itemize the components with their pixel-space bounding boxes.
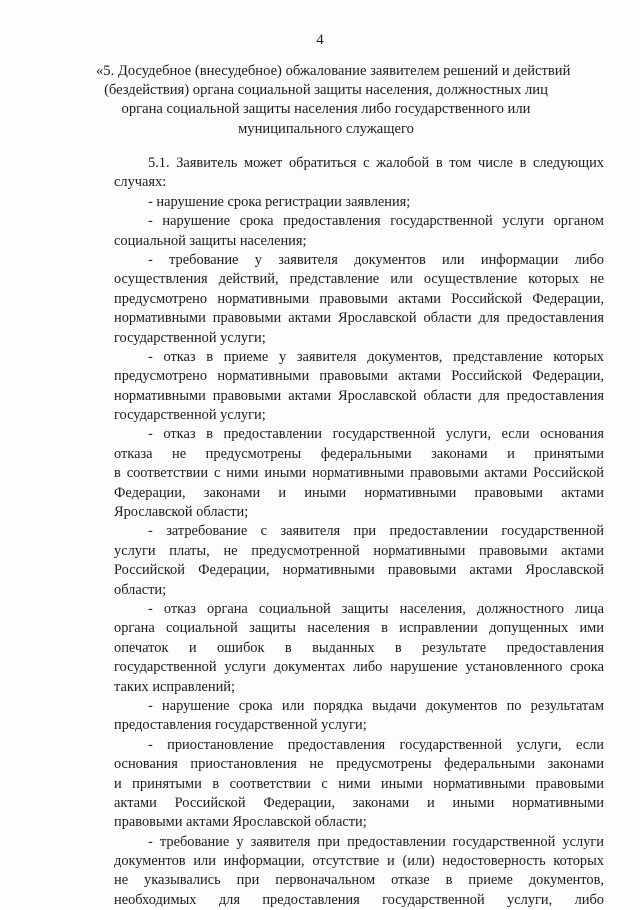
list-item-line: Федерации, законами и иными нормативными правовыми актами bbox=[114, 484, 604, 501]
list-item-line: осуществления действий, представление или осуществление которых не bbox=[114, 271, 604, 288]
list-item-line: - нарушение срока или порядка выдачи документов по результатам bbox=[148, 697, 604, 714]
heading-line: муниципального служащего bbox=[238, 120, 414, 137]
paragraph-line: 5.1. Заявитель может обратиться с жалобой в том числе в следующих bbox=[148, 155, 604, 171]
list-item-line: необходимых для предоставления государственной услуги, либо bbox=[114, 891, 604, 908]
list-item-line: отказа не предусмотрены федеральными законами и принятыми bbox=[114, 445, 604, 462]
list-item-line: в соответствии с ними иными нормативными правовыми актами Российской bbox=[114, 465, 604, 482]
list-item-line: - нарушение срока регистрации заявления; bbox=[148, 193, 411, 210]
heading-line: (бездействия) органа социальной защиты населения, должностных лиц bbox=[104, 82, 548, 99]
list-item-line: государственной услуги; bbox=[114, 407, 266, 424]
heading-line: органа социальной защиты населения либо государственного или bbox=[121, 101, 531, 118]
list-item-line: - отказ органа социальной защиты населения, должностного лица bbox=[148, 600, 604, 617]
list-item-line: - затребование с заявителя при предоставлении государственной bbox=[148, 523, 604, 540]
list-item-line: - нарушение срока предоставления государственной услуги органом bbox=[148, 213, 604, 230]
list-item-line: предусмотрено нормативными правовыми актами Российской Федерации, bbox=[114, 368, 604, 385]
list-item-line: актами Российской Федерации, законами и иными нормативными bbox=[114, 794, 604, 811]
list-item-line: - отказ в предоставлении государственной услуги, если основания bbox=[148, 426, 604, 443]
list-item-line: и принятыми в соответствии с ними иными нормативными правовыми bbox=[114, 775, 604, 792]
list-item-line: - требование у заявителя при предоставлении государственной услуги bbox=[148, 833, 604, 850]
list-item-line: основания приостановления не предусмотрены федеральными законами bbox=[114, 756, 604, 773]
list-item-line: Российской Федерации, нормативными правовыми актами Ярославской bbox=[114, 562, 604, 579]
paragraph-line: случаях: bbox=[114, 174, 167, 191]
list-item-line: государственной услуги; bbox=[114, 329, 266, 346]
list-item-line: правовыми актами Ярославской области; bbox=[114, 814, 367, 831]
list-item-line: не указывались при первоначальном отказе в приеме документов, bbox=[114, 872, 604, 889]
list-item-line: нормативными правовыми актами Ярославской области для предоставления bbox=[114, 310, 604, 327]
list-item-line: Ярославской области; bbox=[114, 504, 249, 521]
list-item-line: нормативными правовыми актами Ярославской области для предоставления bbox=[114, 387, 604, 404]
section-heading bbox=[96, 62, 571, 139]
page-number: 4 bbox=[316, 32, 324, 48]
list-item-line: органа социальной защиты населения в исправлении допущенных ими bbox=[114, 620, 604, 637]
body-text bbox=[114, 154, 604, 910]
list-item-line: социальной защиты населения; bbox=[114, 232, 307, 249]
list-item-line: - приостановление предоставления государственной услуги, если bbox=[148, 736, 604, 753]
list-item-line: документов или информации, отсутствие и (или) недостоверность которых bbox=[114, 853, 604, 870]
list-item-line: таких исправлений; bbox=[114, 678, 235, 695]
list-item-line: - отказ в приеме у заявителя документов, представление которых bbox=[148, 348, 604, 365]
list-item-line: государственной услуги документах либо нарушение установленного срока bbox=[114, 659, 604, 676]
list-item-line: предоставления государственной услуги; bbox=[114, 717, 367, 734]
list-item-line: - требование у заявителя документов или информации либо bbox=[148, 251, 604, 268]
heading-line: «5. Досудебное (внесудебное) обжалование заявителем решений и действий bbox=[96, 63, 571, 79]
list-item-line: предусмотрено нормативными правовыми актами Российской Федерации, bbox=[114, 290, 604, 307]
list-item-line: области; bbox=[114, 581, 167, 598]
list-item-line: услуги платы, не предусмотренной нормативными правовыми актами bbox=[114, 542, 604, 559]
list-item-line: опечаток и ошибок в выданных в результате предоставления bbox=[114, 639, 604, 656]
